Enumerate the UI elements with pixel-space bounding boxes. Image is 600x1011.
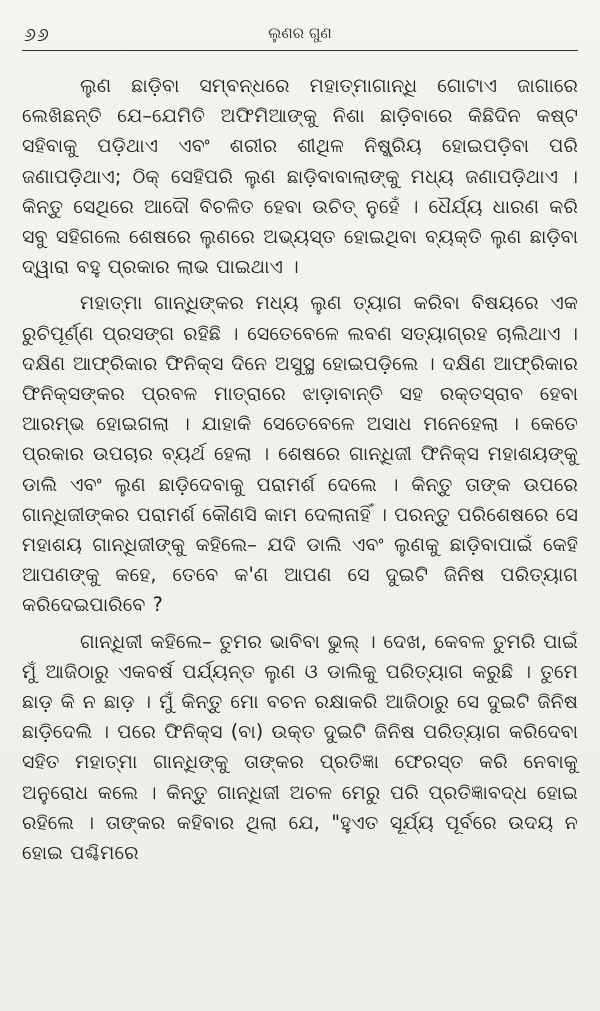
paragraph-1: ଲୁଣ ଛାଡ଼ିବା ସମ୍ବନ୍ଧରେ ମହାତ୍ମାଗାନ୍ଧି ଗୋଟାଏ ଜାଗାରେ ଲେଖିଛନ୍ତି ଯେ–ଯେମିତି ଅଫିମିଆଙ୍କୁ ନିଶା ଛାଡ଼ିବାରେ କିଛିଦିନ କଷ୍ଟ ସହିବାକୁ ପଡ଼ିଥାଏ ଏବଂ ଶରୀର ଶୀଥିଳ ନିଷ୍କ୍ରିୟ ହୋଇପଡ଼ିବା ପରି ଜଣାପଡ଼ିଥାଏ; ଠିକ୍ ସେହିପରି ଲୁଣ ଛାଡ଼ିବାବାଲାଙ୍କୁ ମଧ୍ୟ ଜଣାପଡ଼ିଥାଏ । କିନ୍ତୁ ସେଥିରେ ଆଦୌ ବିଚଳିତ ହେବା ଉଚିତ୍ ନୁହେଁ । ଧୈର୍ଯ୍ୟ ଧାରଣ କରି ସବୁ ସହିଗଲେ ଶେଷରେ ଲୁଣରେ ଅଭ୍ୟସ୍ତ ହୋଇଥିବା ବ୍ୟକ୍ତି ଲୁଣ ଛାଡ଼ିବା ଦ୍ୱାରା ବହୁ ପ୍ରକାର ଲାଭ ପାଇଥାଏ । [22,74,578,279]
running-title: ଲୁଣର ଗୁଣ [268,24,332,42]
body-text [22,71,578,868]
paragraph-3: ଗାନ୍ଧିଜୀ କହିଲେ– ତୁମର ଭାବିବା ଭୁଲ୍ । ଦେଖ, କେବଳ ତୁମରି ପାଇଁ ମୁଁ ଆଜିଠାରୁ ଏକବର୍ଷ ପର୍ଯ୍ୟନ୍ତ ଲୁଣ ଓ ଡାଲିକୁ ପରିତ୍ୟାଗ କରୁଛି । ତୁମେ ଛାଡ଼ କି ନ ଛାଡ଼ । ମୁଁ କିନ୍ତୁ ମୋ ବଚନ ରକ୍ଷାକରି ଆଜିଠାରୁ ସେ ଦୁଇଟି ଜିନିଷ ଛାଡ଼ିଦେଲି । ପରେ ଫିନିକ୍ସ (ବା) ଉକ୍ତ ଦୁଇଟି ଜିନିଷ ପରିତ୍ୟାଗ କରିଦେବା ସହିତ ମହାତ୍ମା ଗାନ୍ଧିଙ୍କୁ ତାଙ୍କର ପ୍ରତିଜ୍ଞା ଫେରସ୍ତ କରି ନେବାକୁ ଅନୁରୋଧ କଲେ । କିନ୍ତୁ ଗାନ୍ଧିଜୀ ଅଚଳ ମେରୁ ପରି ପ୍ରତିଜ୍ଞାବଦ୍ଧ ହୋଇ ରହିଲେ । ତାଙ୍କର କହିବାର ଥିଲା ଯେ, "ହୁଏତ ସୂର୍ଯ୍ୟ ପୂର୍ବରେ ଉଦୟ ନ ହୋଇ ପଶ୍ଚିମରେ [22,629,578,865]
page-header [22,20,578,51]
page-number: ୬୬ [24,24,50,46]
paragraph-2: ମହାତ୍ମା ଗାନ୍ଧିଙ୍କର ମଧ୍ୟ ଲୁଣ ତ୍ୟାଗ କରିବା ବିଷୟରେ ଏକ ରୁଚିପୂର୍ଣ୍ଣ ପ୍ରସଙ୍ଗ ରହିଛି । ସେତେବେଳେ ଲବଣ ସତ୍ୟାଗ୍ରହ ଚାଲିଥାଏ । ଦକ୍ଷିଣ ଆଫ୍ରିକାର ଫିନିକ୍ସ ଦିନେ ଅସୁସ୍ଥ ହୋଇପଡ଼ିଲେ । ଦକ୍ଷିଣ ଆଫ୍ରିକାର ଫିନିକ୍ସଙ୍କର ପ୍ରବଳ ମାତ୍ରାରେ ଝାଡ଼ାବାନ୍ତି ସହ ରକ୍ତସ୍ରାବ ହେବା ଆରମ୍ଭ ହୋଇଗଲା । ଯାହାକି ସେତେବେଳେ ଅସାଧ ମନେହେଲା । କେତେ ପ୍ରକାର ଉପଚାର ବ୍ୟର୍ଥ ହେଲା । ଶେଷରେ ଗାନ୍ଧିଜୀ ଫିନିକ୍ସ ମହାଶୟଙ୍କୁ ଡାଲି ଏବଂ ଲୁଣ ଛାଡ଼ିଦେବାକୁ ପରାମର୍ଶ ଦେଲେ । କିନ୍ତୁ ତାଙ୍କ ଉପରେ ଗାନ୍ଧିଜୀଙ୍କର ପରାମର୍ଶ କୌଣସି କାମ ଦେଲାନାହିଁ । ପରନ୍ତୁ ପରିଶେଷରେ ସେ ମହାଶୟ ଗାନ୍ଧିଜୀଙ୍କୁ କହିଲେ– ଯଦି ଡାଲି ଏବଂ ଲୁଣକୁ ଛାଡ଼ିବାପାଇଁ କେହି ଆପଣଙ୍କୁ କହେ, ତେବେ କ'ଣ ଆପଣ ସେ ଦୁଇଟି ଜିନିଷ ପରିତ୍ୟାଗ କରିଦେଇପାରିବେ ? [22,291,578,617]
